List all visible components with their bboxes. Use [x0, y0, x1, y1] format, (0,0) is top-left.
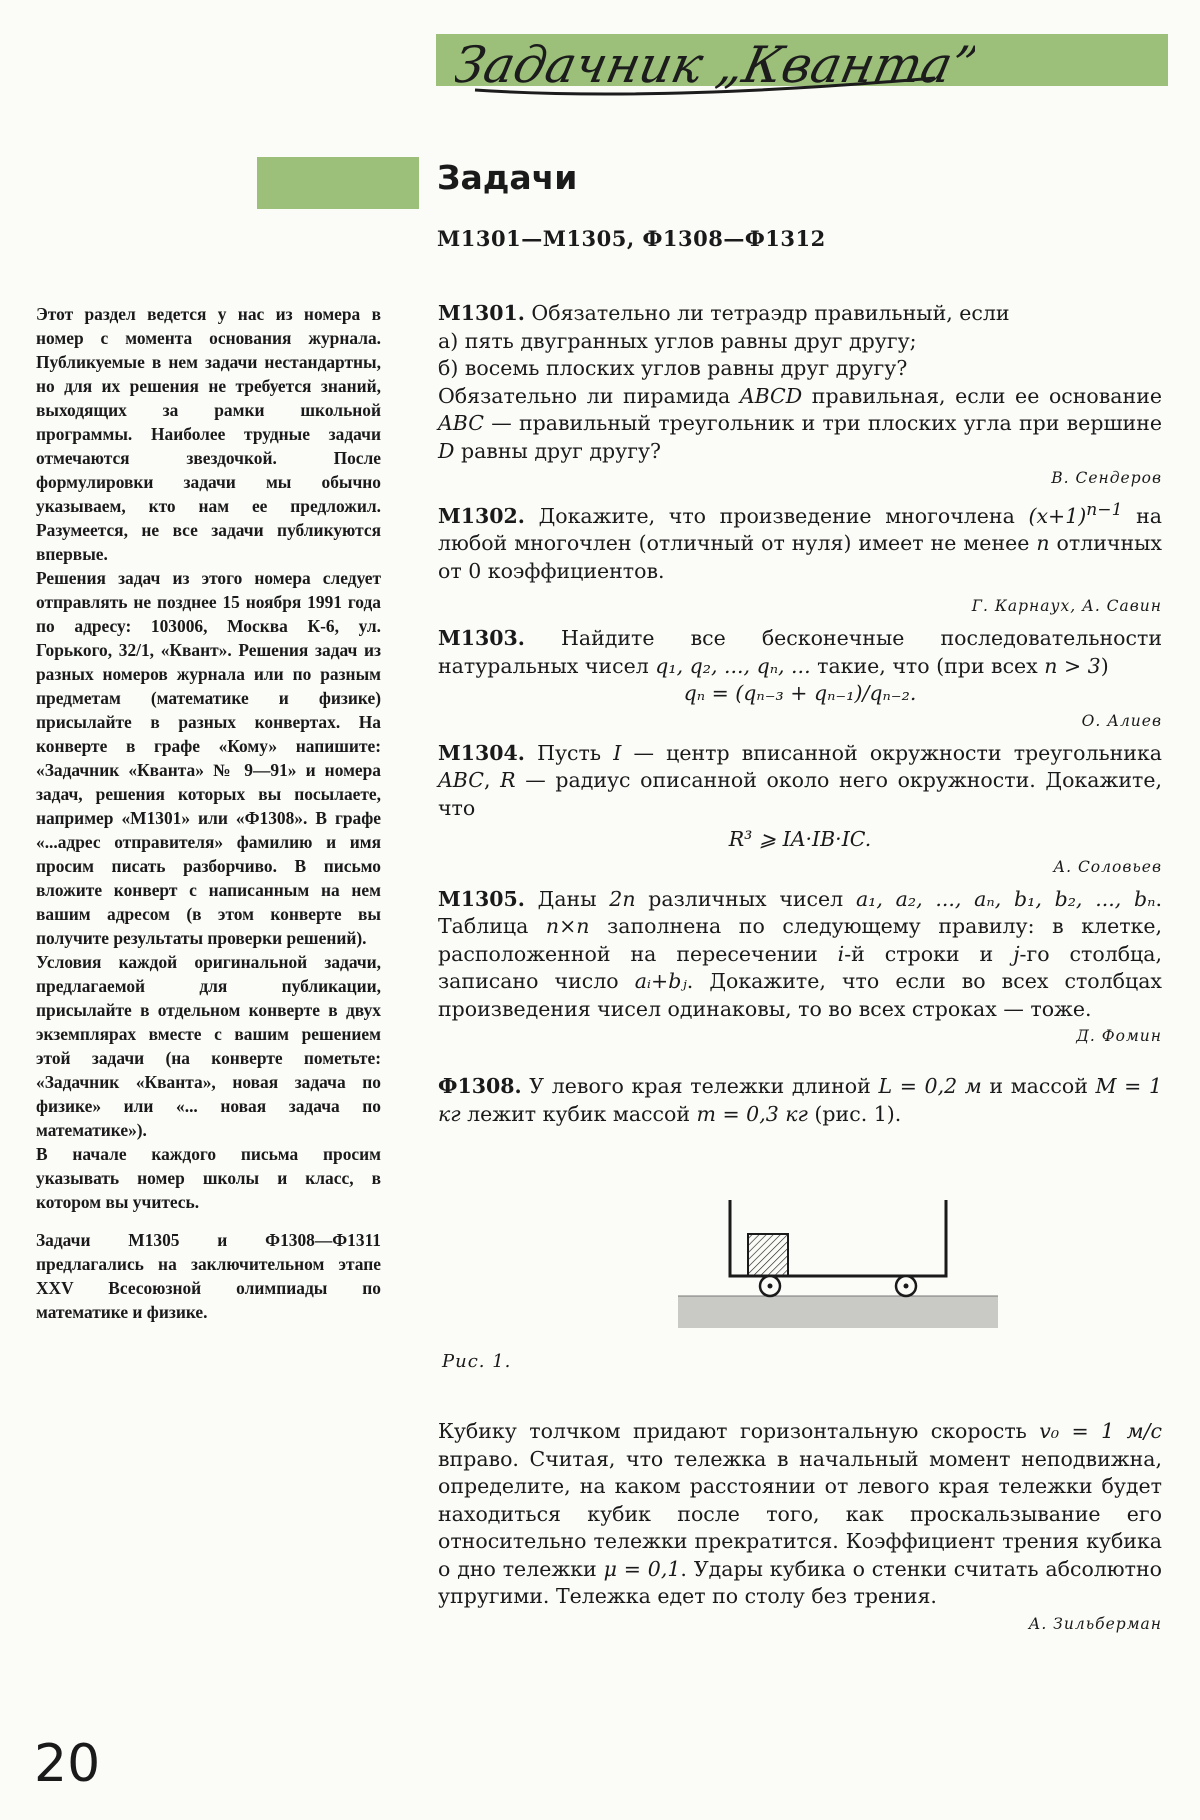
- cube: [748, 1234, 788, 1276]
- problem-text: такие, что (при всех: [810, 653, 1045, 678]
- problem-text: У левого края тележки длиной: [529, 1074, 879, 1099]
- math-var: ABC: [438, 768, 484, 793]
- figure-caption: Рис. 1.: [442, 1351, 512, 1373]
- problem-author: А. Соловьев: [1053, 857, 1162, 876]
- problem-text: (рис. 1).: [807, 1101, 902, 1126]
- math-expr: a₁, a₂, ..., aₙ, b₁, b₂, ..., bₙ: [855, 886, 1156, 911]
- problem-text: отличных от 0 коэффициентов.: [438, 531, 1162, 583]
- problem-text: Пусть: [537, 740, 614, 765]
- math-var: ABC: [438, 411, 484, 435]
- problem-author: В. Сендеров: [1051, 469, 1162, 487]
- figure-1: [438, 1148, 1162, 1418]
- problem-id: М1302.: [438, 503, 525, 528]
- problem-id: М1303.: [438, 626, 525, 651]
- svg-text:Задачник „Кванта”: Задачник „Кванта”: [455, 35, 975, 94]
- problem-text: — центр вписанной окружности треугольника: [621, 740, 1162, 765]
- math-expr: μ = 0,1: [603, 1556, 681, 1581]
- sidebar-info: [36, 302, 381, 1324]
- problem-text: -го столбца, записано число: [438, 941, 1162, 994]
- problem-text: на любой многочлен (отличный от нуля) имеет не менее: [438, 503, 1162, 556]
- problem-id: М1305.: [438, 886, 525, 911]
- page-number: 20: [34, 1734, 101, 1794]
- problem-text: Найдите все бесконечные последовательности натуральных чисел: [438, 626, 1162, 678]
- sidebar-paragraph: Этот раздел ведется у нас из номера в номер с момента основания журнала. Публикуемые в нем задачи нестандартны, но для их решения не требуется знаний, выходящих за рамки школьной программы. Наиболее трудные задачи отмечаются звездочкой. После формулировки задачи мы обычно указываем, кто нам ее предложил. Разумеется, не все задачи публикуются впервые.: [36, 304, 381, 564]
- sidebar-paragraph: В начале каждого письма просим указывать номер школы и класс, в котором вы учитесь.: [36, 1144, 381, 1212]
- problem-m1305: [438, 886, 1162, 1048]
- problem-id: М1301.: [438, 301, 525, 325]
- math-var: ABCD: [739, 383, 803, 408]
- problem-text: ): [1100, 653, 1109, 678]
- problem-text: -й строки и: [844, 941, 1014, 966]
- problem-text: различных чисел: [635, 886, 856, 911]
- problem-f1308: [438, 1073, 1162, 1635]
- problem-text: Обязательно ли тетраэдр правильный, если: [531, 301, 1010, 325]
- problem-formula: qₙ = (qₙ₋₃ + qₙ₋₁)/qₙ₋₂.: [683, 681, 917, 706]
- math-expr: q₁, q₂, ..., qₙ, ...: [655, 653, 811, 678]
- math-expr: L = 0,2 м: [878, 1074, 982, 1099]
- math-expr: n > 3: [1044, 653, 1101, 678]
- problem-part-a: а) пять двугранных углов равны друг другу;: [438, 328, 917, 353]
- problem-text: — радиус описанной около него окружности. Докажите, что: [438, 768, 1162, 820]
- problem-author: А. Зильберман: [1028, 1614, 1162, 1633]
- table-surface: [678, 1296, 998, 1328]
- title-accent-block: [257, 157, 419, 209]
- cart-diagram: [678, 1188, 998, 1338]
- math-expr: M = 1 кг: [438, 1074, 1162, 1126]
- math-expr: m = 0,3 кг: [696, 1101, 808, 1126]
- header-logo: [455, 30, 975, 114]
- math-var: 2n: [609, 886, 636, 911]
- problem-m1304: [438, 740, 1162, 878]
- problem-part-b: б) восемь плоских углов равны друг другу?: [438, 356, 908, 380]
- math-expr: aᵢ+bⱼ: [634, 969, 687, 994]
- math-var: j: [1013, 941, 1020, 966]
- problem-text: правильная, если ее основание: [802, 383, 1162, 408]
- problem-text: . Таблица: [438, 886, 1162, 939]
- cart-wheel-left: [760, 1276, 780, 1296]
- problem-text: ,: [483, 768, 501, 793]
- page-title: Задачи: [437, 158, 578, 197]
- math-var: R: [500, 768, 516, 793]
- problem-text: Кубику толчком придают горизонтальную скорость: [438, 1419, 1040, 1444]
- problem-text: Даны: [537, 886, 610, 911]
- math-exponent: n−1: [1086, 500, 1123, 520]
- page-subtitle: М1301—М1305, Ф1308—Ф1312: [437, 226, 826, 251]
- cart-wheel-right: [896, 1276, 916, 1296]
- sidebar-paragraph: Условия каждой оригинальной задачи, предлагаемой для публикации, присылайте в отдельном конверте в двух экземплярах вместе с вашим решением этой задачи (на конверте пометьте: «Задачник «Кванта», новая задача по физике» или «... новая задача по математике»).: [36, 952, 381, 1140]
- problem-author: О. Алиев: [1081, 711, 1162, 730]
- problem-formula: R³ ⩾ IA·IB·IC.: [728, 827, 872, 852]
- math-expr: (x+1): [1028, 503, 1087, 528]
- math-expr: n×n: [545, 914, 590, 939]
- math-var: n: [1036, 531, 1050, 556]
- problem-m1301: [438, 300, 1162, 489]
- problem-text: заполнена по следующему правилу: в клетке, расположенной на пересечении: [438, 914, 1162, 966]
- problem-text: . Удары кубика о стенки считать абсолютно упругими. Тележка едет по столу без трения.: [438, 1556, 1162, 1609]
- problem-text: Докажите, что произведение многочлена: [538, 503, 1029, 528]
- math-var: i: [837, 941, 845, 966]
- handwritten-logo-icon: [455, 30, 975, 114]
- problem-text: вправо. Считая, что тележка в начальный момент неподвижна, определите, на каком расстоянии от левого края тележки будет находиться кубик после того, как проскальзывание его относительно тележки прекратится. Коэффициент трения кубика о дно тележки: [438, 1446, 1162, 1581]
- problem-author: Д. Фомин: [1076, 1027, 1162, 1046]
- math-var: D: [438, 438, 455, 463]
- problem-text: и массой: [981, 1074, 1096, 1099]
- problem-m1303: [438, 625, 1162, 732]
- sidebar-paragraph: Решения задач из этого номера следует отправлять не позднее 15 ноября 1991 года по адресу: 103006, Москва К-6, ул. Горького, 32/1, «Квант». Решения задач из разных номеров журнала или по разным предметам (математике и физике) присылайте в разных конвертах. На конверте в графе «Кому» напишите: «Задачник «Кванта» № 9—91» и номера задач, решения которых вы посылаете, например «М1301» или «Ф1308». В графе «...адрес отправителя» фамилию и имя просим писать разборчиво. В письмо вложите конверт с написанным на нем вашим адресом (в этом конверте вы получите результаты проверки решений).: [36, 568, 381, 948]
- problem-text: Обязательно ли пирамида: [438, 383, 740, 408]
- problem-id: Ф1308.: [438, 1074, 522, 1099]
- problem-id: М1304.: [438, 740, 525, 765]
- problems-column: [438, 300, 1162, 1643]
- problem-author: Г. Карнаух, А. Савин: [971, 597, 1162, 616]
- problem-text: . Докажите, что если во всех столбцах произведения чисел одинаковы, то во всех строках — тоже.: [438, 969, 1162, 1021]
- problem-m1302: [438, 497, 1162, 617]
- problem-text: — правильный треугольник и три плоских угла при вершине: [483, 411, 1162, 435]
- math-expr: v₀ = 1 м/с: [1039, 1419, 1162, 1444]
- problem-text: равны друг другу?: [454, 438, 661, 463]
- math-var: I: [613, 740, 622, 765]
- problem-text: лежит кубик массой: [460, 1101, 697, 1126]
- sidebar-paragraph: Задачи М1305 и Ф1308—Ф1311 предлагались на заключительном этапе XXV Всесоюзной олимпиады по математике и физике.: [36, 1230, 381, 1322]
